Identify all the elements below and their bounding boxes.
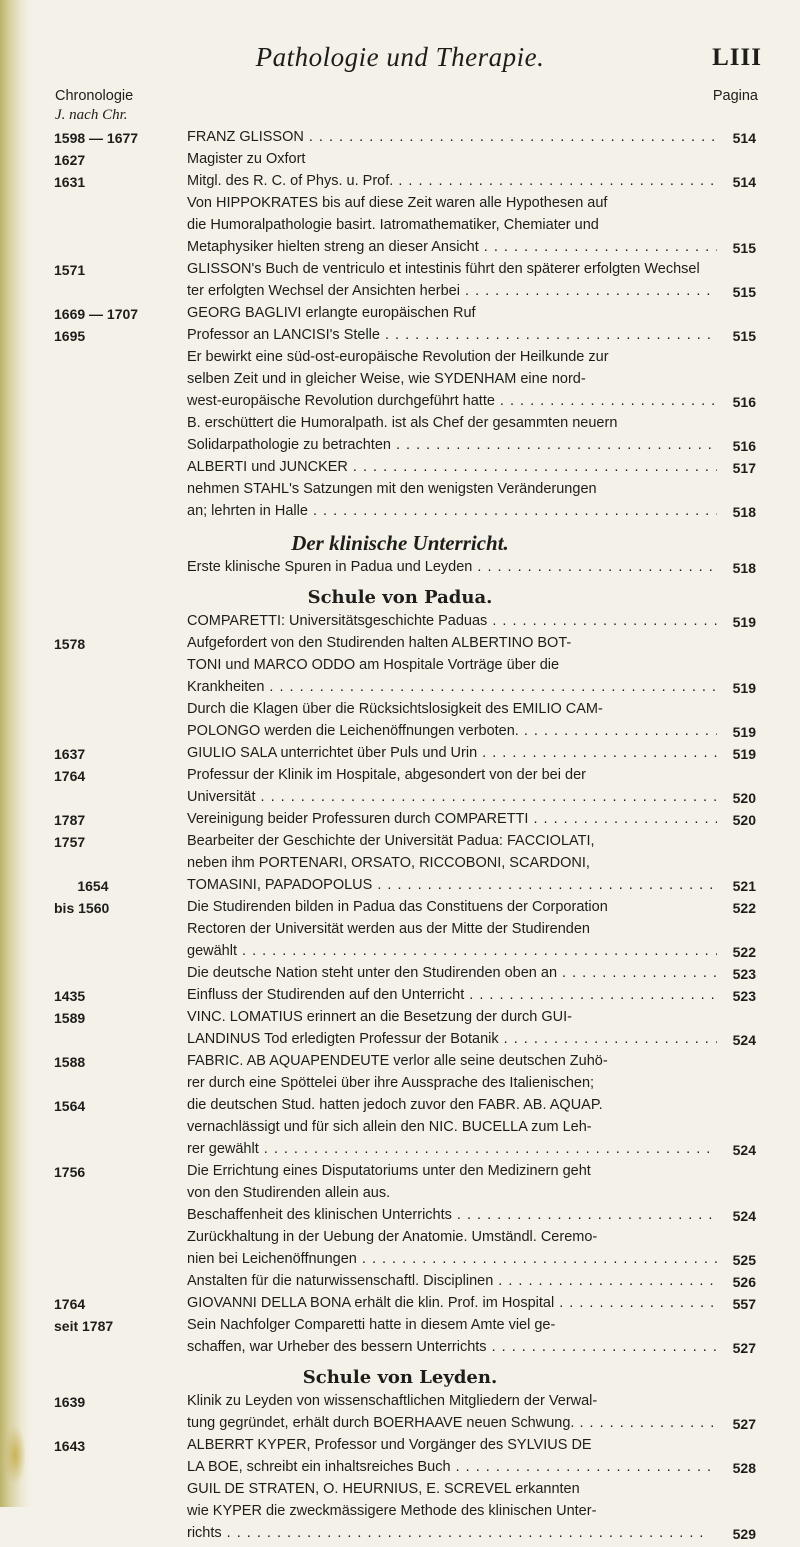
entry-text: vernachlässigt und für sich allein den NIC. BUCELLA zum Leh-	[187, 1119, 592, 1135]
entry-page: 518	[732, 560, 756, 576]
chronology-table	[0, 129, 800, 1547]
entry-text: Zurückhaltung in der Uebung der Anatomie. Umständl. Ceremo-	[187, 1229, 598, 1245]
entry-text: Klinik zu Leyden von wissenschaftlichen Mitgliedern der Verwal-	[187, 1393, 598, 1409]
entry-page: 515	[732, 328, 756, 344]
pagina-label: Pagina	[712, 88, 758, 104]
chronology-entry	[0, 459, 800, 481]
chronology-entry	[0, 1503, 800, 1525]
entry-page: 526	[732, 1274, 756, 1290]
entry-page: 519	[732, 680, 756, 696]
chronology-entry	[0, 1415, 800, 1437]
entry-date: 1669 — 1707	[54, 306, 139, 322]
chronology-entry	[0, 261, 800, 283]
entry-text: Professor an LANCISI's Stelle . . .	[187, 327, 717, 343]
entry-text: nehmen STAHL's Satzungen mit den wenigsten Veränderungen	[187, 481, 597, 497]
entry-text: wie KYPER die zweckmässigere Methode des klinischen Unter-	[187, 1503, 597, 1519]
entry-text: Beschaffenheit des klinischen Unterrichts . . .	[187, 1207, 717, 1223]
entry-page: 529	[732, 1526, 756, 1542]
entry-page: 557	[732, 1296, 756, 1312]
entry-page: 519	[732, 614, 756, 630]
chronology-entry	[0, 921, 800, 943]
entry-page: 514	[732, 174, 756, 190]
entry-text: die deutschen Stud. hatten jedoch zuvor den FABR. AB. AQUAP.	[187, 1097, 603, 1113]
chronology-entry	[0, 987, 800, 1009]
entry-text: von den Studirenden allein aus.	[187, 1185, 391, 1201]
entry-text: VINC. LOMATIUS erinnert an die Besetzung der durch GUI-	[187, 1009, 572, 1025]
chronology-entry	[0, 1459, 800, 1481]
chronology-entry	[0, 1481, 800, 1503]
entry-text: GUIL DE STRATEN, O. HEURNIUS, E. SCREVEL erkannten	[187, 1481, 580, 1497]
entry-page: 523	[732, 966, 756, 982]
chronology-entry	[0, 349, 800, 371]
chronology-entry	[0, 415, 800, 437]
chronology-entry	[0, 679, 800, 701]
entry-text: Universität . . .	[187, 789, 717, 805]
entry-page: 525	[732, 1252, 756, 1268]
chronology-entry	[0, 723, 800, 745]
chronology-entry	[0, 1339, 800, 1361]
chronology-entry	[0, 129, 800, 151]
entry-text: Bearbeiter der Geschichte der Universität Padua: FACCIOLATI,	[187, 833, 595, 849]
entry-text: FABRIC. AB AQUAPENDEUTE verlor alle seine deutschen Zuhö-	[187, 1053, 608, 1069]
entry-page: 515	[732, 284, 756, 300]
entry-date: 1627	[54, 152, 86, 168]
entry-text: Anstalten für die naturwissenschaftl. Disciplinen . . .	[187, 1273, 717, 1289]
entry-page: 524	[732, 1208, 756, 1224]
entry-date: seit 1787	[54, 1318, 114, 1334]
entry-text: Durch die Klagen über die Rücksichtslosigkeit des EMILIO CAM-	[187, 701, 603, 717]
entry-text: Rectoren der Universität werden aus der Mitte der Studirenden	[187, 921, 590, 937]
chronology-entry	[0, 559, 800, 581]
entry-page: 515	[732, 240, 756, 256]
entry-text: TONI und MARCO ODDO am Hospitale Vorträge über die	[187, 657, 560, 673]
entry-text: Magister zu Oxfort	[187, 151, 306, 167]
chronology-entry	[0, 151, 800, 173]
entry-text: west-europäische Revolution durchgeführt hatte . . .	[187, 393, 717, 409]
chronology-entry	[0, 1317, 800, 1339]
chronology-entry	[0, 1437, 800, 1459]
chronology-entry	[0, 1075, 800, 1097]
block-padua	[0, 613, 800, 1361]
entry-date: 1643	[54, 1438, 86, 1454]
chronology-entry	[0, 1207, 800, 1229]
chronology-entry	[0, 1163, 800, 1185]
chronology-entry	[0, 635, 800, 657]
entry-text: selben Zeit und in gleicher Weise, wie SYDENHAM eine nord-	[187, 371, 586, 387]
entry-date: 1435	[54, 988, 86, 1004]
entry-text: Von HIPPOKRATES bis auf diese Zeit waren alle Hypothesen auf	[187, 195, 608, 211]
chronology-entry	[0, 371, 800, 393]
chronology-entry	[0, 1251, 800, 1273]
page-number: LIII	[712, 44, 762, 71]
entry-text: ter erfolgten Wechsel der Ansichten herbei . . .	[187, 283, 717, 299]
chronology-entry	[0, 943, 800, 965]
chronology-entry	[0, 745, 800, 767]
entry-text: GIULIO SALA unterrichtet über Puls und Urin . . .	[187, 745, 717, 761]
chronology-entry	[0, 811, 800, 833]
entry-text: B. erschüttert die Humoralpath. ist als Chef der gesammten neuern	[187, 415, 618, 431]
entry-text: Krankheiten . . .	[187, 679, 717, 695]
entry-text: Solidarpathologie zu betrachten . . .	[187, 437, 717, 453]
chronology-entry	[0, 1009, 800, 1031]
entry-text: Er bewirkt eine süd-ost-europäische Revolution der Heilkunde zur	[187, 349, 609, 365]
entry-page: 516	[732, 394, 756, 410]
entry-page: 522	[732, 944, 756, 960]
entry-text: die Humoralpathologie basirt. Iatromathematiker, Chemiater und	[187, 217, 599, 233]
chronology-entry	[0, 1273, 800, 1295]
chronology-label: Chronologie	[55, 88, 134, 104]
entry-text: tung gegründet, erhält durch BOERHAAVE neuen Schwung. . . .	[187, 1415, 717, 1431]
chronology-entry	[0, 393, 800, 415]
chronology-entry	[0, 1097, 800, 1119]
entry-text: rer gewählt . . .	[187, 1141, 717, 1157]
entry-text: GEORG BAGLIVI erlangte europäischen Ruf	[187, 305, 476, 321]
entry-page: 519	[732, 746, 756, 762]
school-padua-heading: Schule von Padua.	[307, 587, 493, 608]
entry-text: COMPARETTI: Universitätsgeschichte Paduas . . .	[187, 613, 717, 629]
chronology-entry	[0, 833, 800, 855]
entry-text: Professur der Klinik im Hospitale, abgesondert von der bei der	[187, 767, 586, 783]
chronology-entry	[0, 855, 800, 877]
entry-text: neben ihm PORTENARI, ORSATO, RICCOBONI, SCARDONI,	[187, 855, 590, 871]
entry-date: bis 1560	[54, 900, 110, 916]
chronology-entry	[0, 877, 800, 899]
chronology-entry	[0, 503, 800, 525]
chronology-entry	[0, 1229, 800, 1251]
chronology-entry	[0, 1295, 800, 1317]
entry-text: richts . . .	[187, 1525, 717, 1541]
chronology-entry	[0, 327, 800, 349]
entry-page: 519	[732, 724, 756, 740]
entry-page: 522	[732, 900, 756, 916]
entry-text: Die Studirenden bilden in Padua das Constituens der Corporation	[187, 899, 608, 915]
chronology-entry	[0, 283, 800, 305]
chronology-entry	[0, 1185, 800, 1207]
entry-text: ALBERTI und JUNCKER . . .	[187, 459, 717, 475]
block-pathology	[0, 129, 800, 525]
entry-date: 1564	[54, 1098, 86, 1114]
entry-date: 1654	[54, 878, 109, 894]
entry-page: 521	[732, 878, 756, 894]
chronology-entry	[0, 1393, 800, 1415]
entry-text: Sein Nachfolger Comparetti hatte in diesem Amte viel ge-	[187, 1317, 556, 1333]
entry-text: schaffen, war Urheber des bessern Unterrichts . . .	[187, 1339, 717, 1355]
chronology-entry	[0, 899, 800, 921]
entry-text: rer durch eine Spöttelei über ihre Aussprache des Italienischen;	[187, 1075, 595, 1091]
entry-text: Erste klinische Spuren in Padua und Leyden . . .	[187, 559, 717, 575]
entry-date: 1578	[54, 636, 86, 652]
block-clinical-intro	[0, 559, 800, 581]
entry-page: 520	[732, 790, 756, 806]
entry-page: 518	[732, 504, 756, 520]
entry-date: 1589	[54, 1010, 86, 1026]
chronology-entry	[0, 1141, 800, 1163]
chronology-entry	[0, 1525, 800, 1547]
chronology-sub-label: J. nach Chr.	[55, 107, 128, 123]
entry-text: TOMASINI, PAPADOPOLUS . . .	[187, 877, 717, 893]
entry-text: GIOVANNI DELLA BONA erhält die klin. Prof. im Hospital . . .	[187, 1295, 717, 1311]
entry-date: 1756	[54, 1164, 86, 1180]
chronology-entry	[0, 613, 800, 635]
section-title: Der klinische Unterricht.	[291, 531, 509, 555]
entry-page: 524	[732, 1032, 756, 1048]
school-leyden-heading: Schule von Leyden.	[302, 1367, 498, 1388]
entry-date: 1764	[54, 1296, 86, 1312]
entry-page: 527	[732, 1416, 756, 1432]
entry-text: gewählt . . .	[187, 943, 717, 959]
entry-page: 517	[732, 460, 756, 476]
entry-page: 523	[732, 988, 756, 1004]
entry-text: Vereinigung beider Professuren durch COMPARETTI . . .	[187, 811, 717, 827]
entry-text: GLISSON's Buch de ventriculo et intestinis führt den späterer erfolgten Wechsel	[187, 261, 700, 277]
chronology-entry	[0, 657, 800, 679]
entry-page: 520	[732, 812, 756, 828]
entry-text: FRANZ GLISSON . . .	[187, 129, 717, 145]
entry-text: LANDINUS Tod erledigten Professur der Botanik . . .	[187, 1031, 717, 1047]
chronology-entry	[0, 481, 800, 503]
entry-date: 1631	[54, 174, 86, 190]
entry-date: 1787	[54, 812, 86, 828]
entry-text: Mitgl. des R. C. of Phys. u. Prof. . . .	[187, 173, 717, 189]
chronology-entry	[0, 239, 800, 261]
entry-page: 516	[732, 438, 756, 454]
entry-date: 1695	[54, 328, 86, 344]
entry-text: Einfluss der Studirenden auf den Unterricht . . .	[187, 987, 717, 1003]
chronology-entry	[0, 965, 800, 987]
entry-date: 1571	[54, 262, 86, 278]
entry-text: Die deutsche Nation steht unter den Studirenden oben an . . .	[187, 965, 717, 981]
entry-date: 1757	[54, 834, 86, 850]
entry-page: 528	[732, 1460, 756, 1476]
entry-date: 1639	[54, 1394, 86, 1410]
entry-text: Die Errichtung eines Disputatoriums unter den Medizinern geht	[187, 1163, 591, 1179]
entry-text: Aufgefordert von den Studirenden halten ALBERTINO BOT-	[187, 635, 572, 651]
chronology-entry	[0, 217, 800, 239]
chronology-entry	[0, 195, 800, 217]
running-title: Pathologie und Therapie.	[255, 42, 545, 72]
chronology-entry	[0, 767, 800, 789]
entry-page: 524	[732, 1142, 756, 1158]
entry-page: 527	[732, 1340, 756, 1356]
entry-text: ALBERRT KYPER, Professor und Vorgänger des SYLVIUS DE	[187, 1437, 592, 1453]
entry-text: LA BOE, schreibt ein inhaltsreiches Buch . . .	[187, 1459, 717, 1475]
entry-text: nien bei Leichenöffnungen . . .	[187, 1251, 717, 1267]
entry-date: 1637	[54, 746, 86, 762]
chronology-entry	[0, 305, 800, 327]
chronology-entry	[0, 173, 800, 195]
entry-date: 1598 — 1677	[54, 130, 139, 146]
block-leyden	[0, 1393, 800, 1547]
entry-date: 1588	[54, 1054, 86, 1070]
entry-text: Metaphysiker hielten streng an dieser Ansicht . . .	[187, 239, 717, 255]
entry-text: an; lehrten in Halle . . .	[187, 503, 717, 519]
chronology-entry	[0, 1053, 800, 1075]
chronology-entry	[0, 1031, 800, 1053]
entry-date: 1764	[54, 768, 86, 784]
chronology-entry	[0, 701, 800, 723]
chronology-entry	[0, 1119, 800, 1141]
chronology-entry	[0, 789, 800, 811]
entry-text: POLONGO werden die Leichenöffnungen verboten. . . .	[187, 723, 717, 739]
chronology-entry	[0, 437, 800, 459]
entry-page: 514	[732, 130, 756, 146]
